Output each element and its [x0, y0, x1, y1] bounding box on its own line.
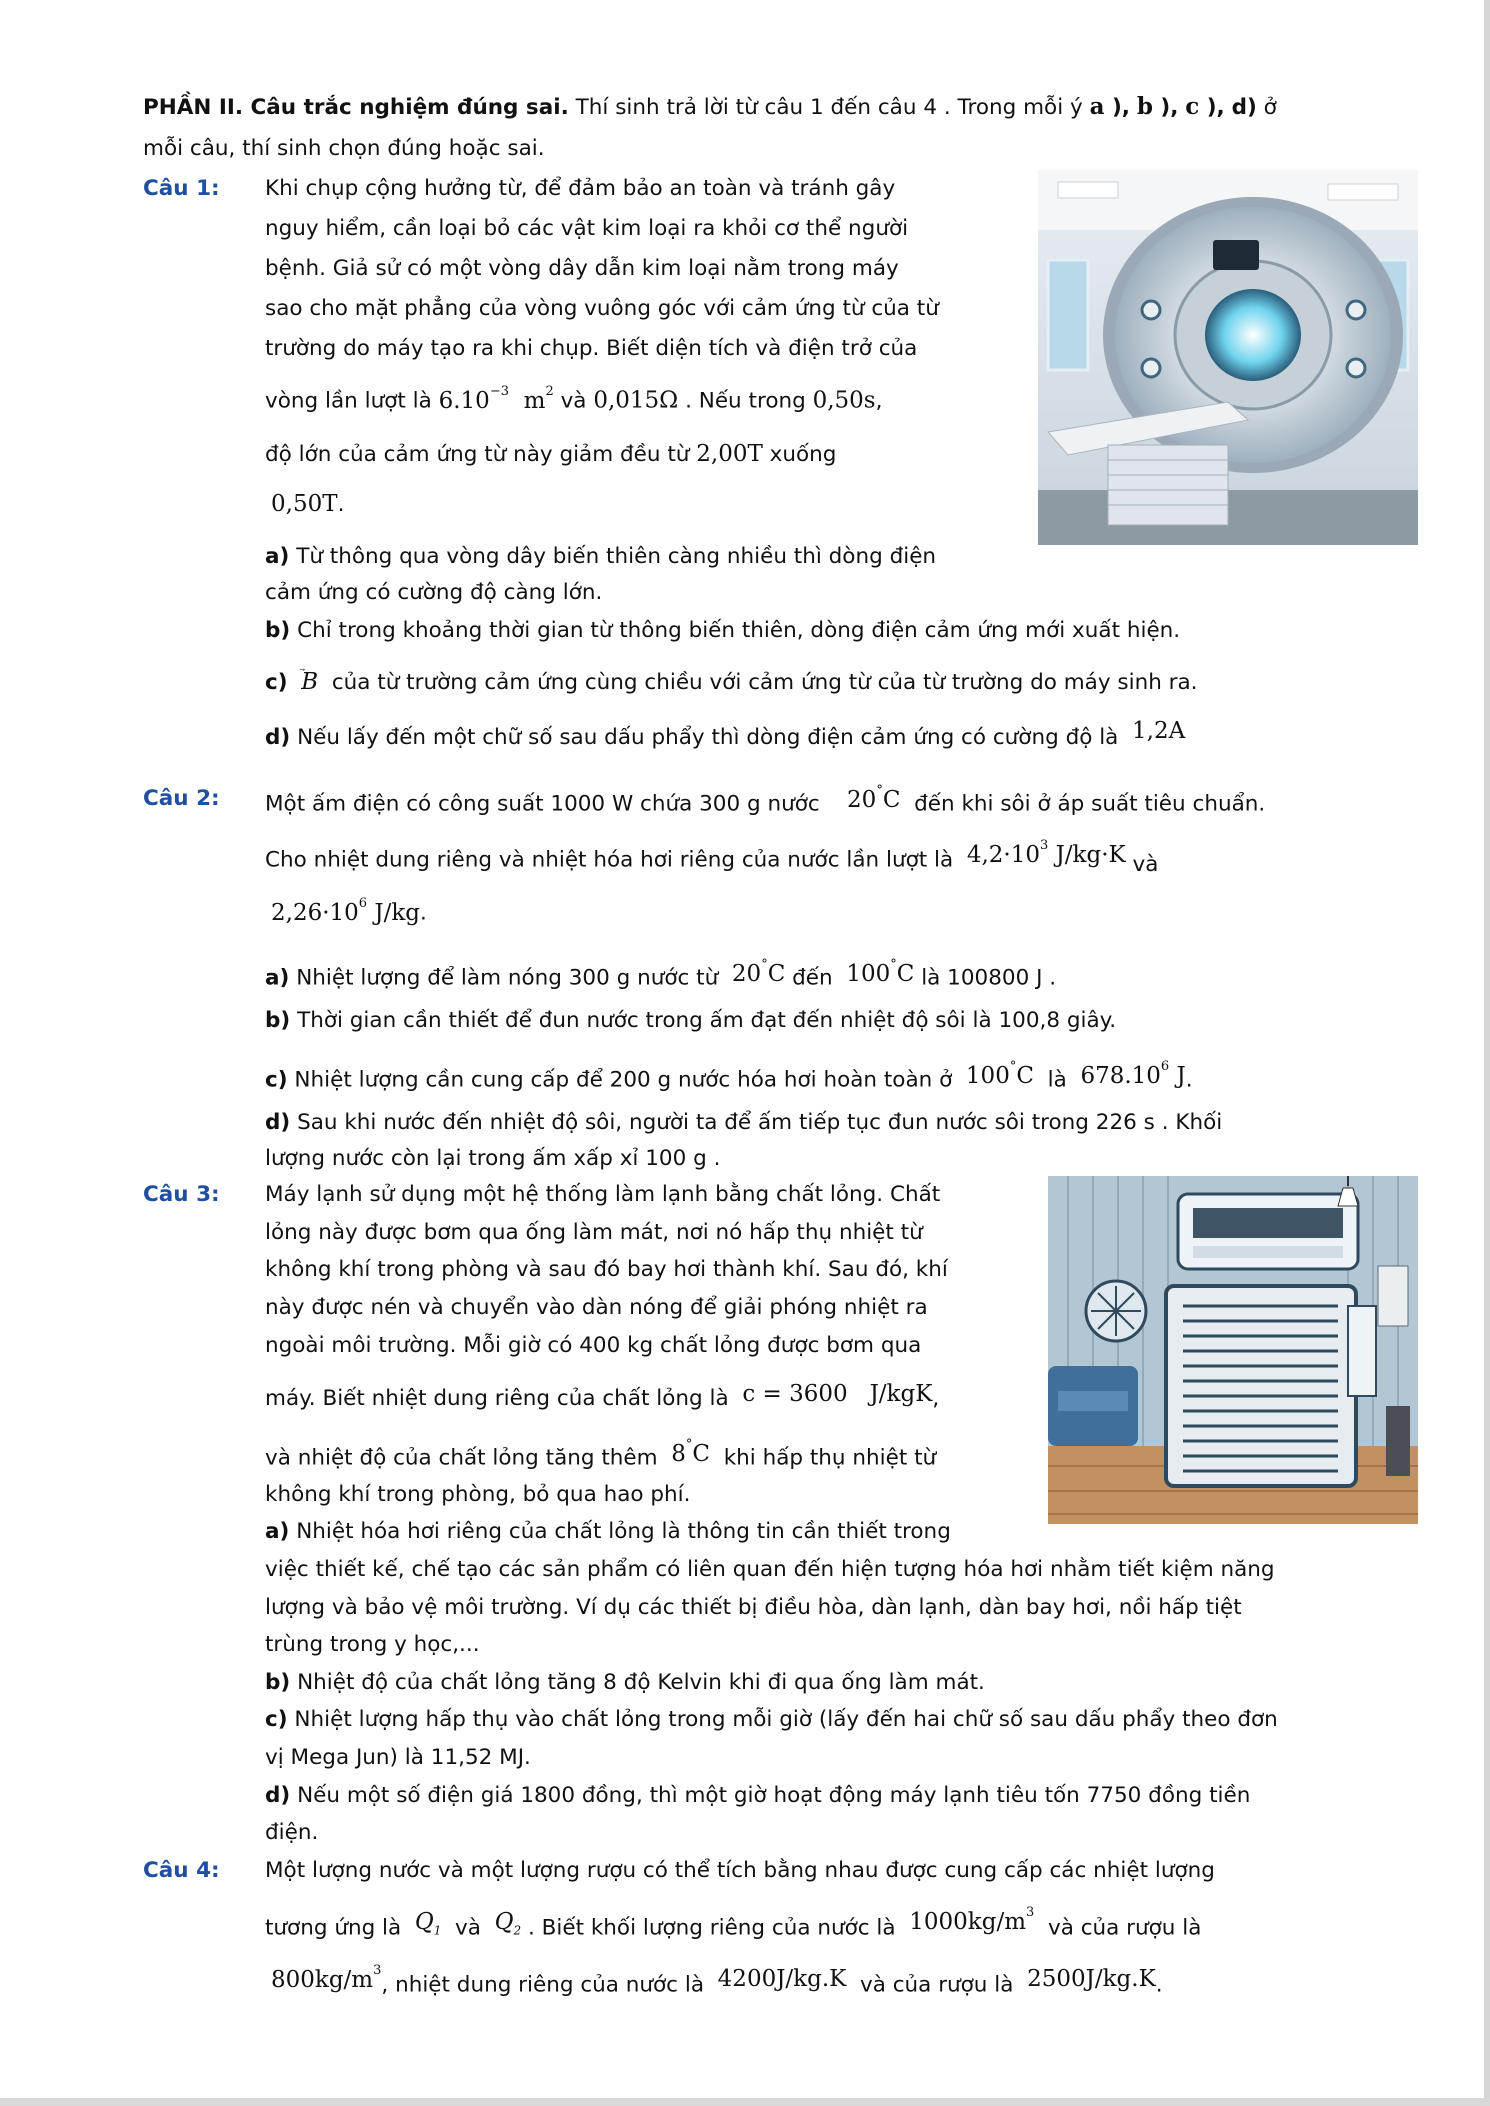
q3-option-a-cont: việc thiết kế, chế tạo các sản phẩm có liên quan đến hiện tượng hóa hơi nhằm tiết kiệm năng	[265, 1557, 1275, 1582]
water-specific-heat: 4200J/kg.K	[717, 1965, 847, 1992]
q4-line: $800kg/m^3$, nhiệt dung riêng của nước là 4200J/kg.K và của rượu là 2500J/kg.K.	[271, 1963, 1163, 1998]
q3-option-a-cont: trùng trong y học,...	[265, 1632, 480, 1657]
q3-line: Máy lạnh sử dụng một hệ thống làm lạnh bằng chất lỏng. Chất	[265, 1182, 941, 1207]
q1-line: trường do máy tạo ra khi chụp. Biết diện tích và điện trở của	[265, 336, 918, 361]
mri-machine-image	[1038, 170, 1418, 545]
b-vector: B	[301, 669, 319, 695]
b-end-value: 0,50T	[271, 491, 338, 517]
alcohol-specific-heat: 2500J/kg.K	[1027, 1965, 1156, 1992]
latent-heat-value: $2,26\cdot 10^6$ J/kg	[271, 896, 421, 926]
q1-line: độ lớn của cảm ứng từ này giảm đều từ 2,00T xuống	[265, 441, 837, 467]
q1-line: Khi chụp cộng hưởng từ, để đảm bảo an toàn và tránh gây	[265, 176, 896, 201]
q3-option-c: c) Nhiệt lượng hấp thụ vào chất lỏng trong mỗi giờ (lấy đến hai chữ số sau dấu phẩy theo đơn	[265, 1707, 1278, 1732]
q2-line: Cho nhiệt dung riêng và nhiệt hóa hơi riêng của nước lần lượt là $4,2\cdot 10^3$ J/kg·K và	[265, 838, 1159, 877]
alcohol-density: $800kg/m^3$	[271, 1963, 382, 1993]
q3-line: ngoài môi trường. Mỗi giờ có 400 kg chất lỏng được bơm qua	[265, 1333, 922, 1358]
page-edge-bottom	[0, 2098, 1490, 2106]
q3-option-a: a) Nhiệt hóa hơi riêng của chất lỏng là thông tin cần thiết trong	[265, 1519, 951, 1544]
q2-option-b: b) Thời gian cần thiết để đun nước trong ấm đạt đến nhiệt độ sôi là 100,8 giây.	[265, 1008, 1117, 1033]
heat-q2: $Q_2$	[494, 1908, 522, 1938]
area-value: $6.10^{-3}$ $m^2$	[438, 384, 554, 414]
q1-line: vòng lần lượt là $6.10^{-3}$ $m^2$ và 0,015Ω . Nếu trong 0,50s,	[265, 384, 883, 414]
section-title: PHẦN II. Câu trắc nghiệm đúng sai.	[143, 95, 569, 120]
q2-option-c: c) Nhiệt lượng cần cung cấp để 200 g nước hóa hơi hoàn toàn ở 100°C là 678.10$^6$ J.	[265, 1059, 1193, 1093]
initial-temp: 20°C	[847, 783, 901, 813]
q2-line: $2,26\cdot 10^6$ J/kg.	[271, 896, 427, 926]
q1-option-a-cont: cảm ứng có cường độ càng lớn.	[265, 580, 603, 605]
water-density: $1000kg/m^3$	[909, 1905, 1035, 1935]
question-label-3: Câu 3:	[143, 1182, 220, 1207]
temp-increase: 8°C	[671, 1437, 711, 1467]
q3-option-a-cont: lượng và bảo vệ môi trường. Ví dụ các thiết bị điều hòa, dàn lạnh, dàn bay hơi, nồi hấp tiệt	[265, 1595, 1242, 1620]
q3-option-b: b) Nhiệt độ của chất lỏng tăng 8 độ Kelvin khi đi qua ống làm mát.	[265, 1670, 985, 1695]
air-conditioner-image	[1048, 1176, 1418, 1524]
q3-line: này được nén và chuyển vào dàn nóng để giải phóng nhiệt ra	[265, 1295, 928, 1320]
q1-option-d: d) Nếu lấy đến một chữ số sau dấu phẩy thì dòng điện cảm ứng có cường độ là 1,2A	[265, 718, 1186, 750]
q1-line: sao cho mặt phẳng của vòng vuông góc với cảm ứng từ của từ	[265, 296, 939, 321]
specific-heat-value: $4,2\cdot 10^3$ J/kg·K	[966, 838, 1126, 868]
heat-q1: $Q_1$	[414, 1908, 442, 1938]
q1-line: nguy hiểm, cần loại bỏ các vật kim loại ra khỏi cơ thể người	[265, 216, 909, 241]
header-line-1: PHẦN II. Câu trắc nghiệm đúng sai. Thí sinh trả lời từ câu 1 đến câu 4 . Trong mỗi ý a ), b ), c ), d) ở	[143, 93, 1277, 120]
q1-option-a: a) Từ thông qua vòng dây biến thiên càng nhiều thì dòng điện	[265, 544, 937, 569]
question-label-2: Câu 2:	[143, 786, 220, 811]
q1-option-b: b) Chỉ trong khoảng thời gian từ thông biến thiên, dòng điện cảm ứng mới xuất hiện.	[265, 618, 1181, 643]
time-value: 0,50s	[812, 387, 876, 414]
header-line-2: mỗi câu, thí sinh chọn đúng hoặc sai.	[143, 136, 545, 161]
q3-option-d-cont: điện.	[265, 1820, 319, 1845]
q3-option-c-cont: vị Mega Jun) là 11,52 MJ.	[265, 1745, 531, 1770]
b-start-value: 2,00T	[696, 441, 763, 467]
q3-option-d: d) Nếu một số điện giá 1800 đồng, thì một giờ hoạt động máy lạnh tiêu tốn 7750 đồng tiền	[265, 1783, 1251, 1808]
resistance-value: 0,015Ω	[593, 387, 679, 414]
q3-line: không khí trong phòng, bỏ qua hao phí.	[265, 1482, 691, 1507]
q2-option-d-cont: lượng nước còn lại trong ấm xấp xỉ 100 g .	[265, 1146, 721, 1171]
q1-line: 0,50T.	[271, 491, 345, 517]
q3-line: không khí trong phòng và sau đó bay hơi thành khí. Sau đó, khí	[265, 1257, 948, 1282]
q3-line: và nhiệt độ của chất lỏng tăng thêm 8°C khi hấp thụ nhiệt từ	[265, 1437, 937, 1471]
question-label-1: Câu 1:	[143, 176, 220, 201]
q1-option-c: c) B của từ trường cảm ứng cùng chiều với cảm ứng từ của từ trường do máy sinh ra.	[265, 669, 1198, 695]
q2-line: Một ấm điện có công suất 1000 W chứa 300 g nước 20°C đến khi sôi ở áp suất tiêu chuẩn.	[265, 783, 1266, 817]
q4-line: tương ứng là $Q_1$ và $Q_2$ . Biết khối lượng riêng của nước là $1000kg/m^3$ và của rượu là	[265, 1905, 1202, 1941]
q4-line: Một lượng nước và một lượng rượu có thể tích bằng nhau được cung cấp các nhiệt lượng	[265, 1858, 1215, 1883]
question-label-4: Câu 4:	[143, 1858, 220, 1883]
liquid-specific-heat: c = 3600 J/kgK	[742, 1381, 933, 1407]
q2-option-d: d) Sau khi nước đến nhiệt độ sôi, người ta để ấm tiếp tục đun nước sôi trong 226 s . Khối	[265, 1110, 1223, 1135]
q3-line: lỏng này được bơm qua ống làm mát, nơi nó hấp thụ nhiệt từ	[265, 1220, 923, 1245]
q3-line: máy. Biết nhiệt dung riêng của chất lỏng là c = 3600 J/kgK,	[265, 1381, 940, 1411]
q1-line: bệnh. Giả sử có một vòng dây dẫn kim loại nằm trong máy	[265, 256, 899, 281]
q2-option-a: a) Nhiệt lượng để làm nóng 300 g nước từ 20°C đến 100°C là 100800 J .	[265, 957, 1057, 991]
page-edge	[1484, 0, 1490, 2106]
